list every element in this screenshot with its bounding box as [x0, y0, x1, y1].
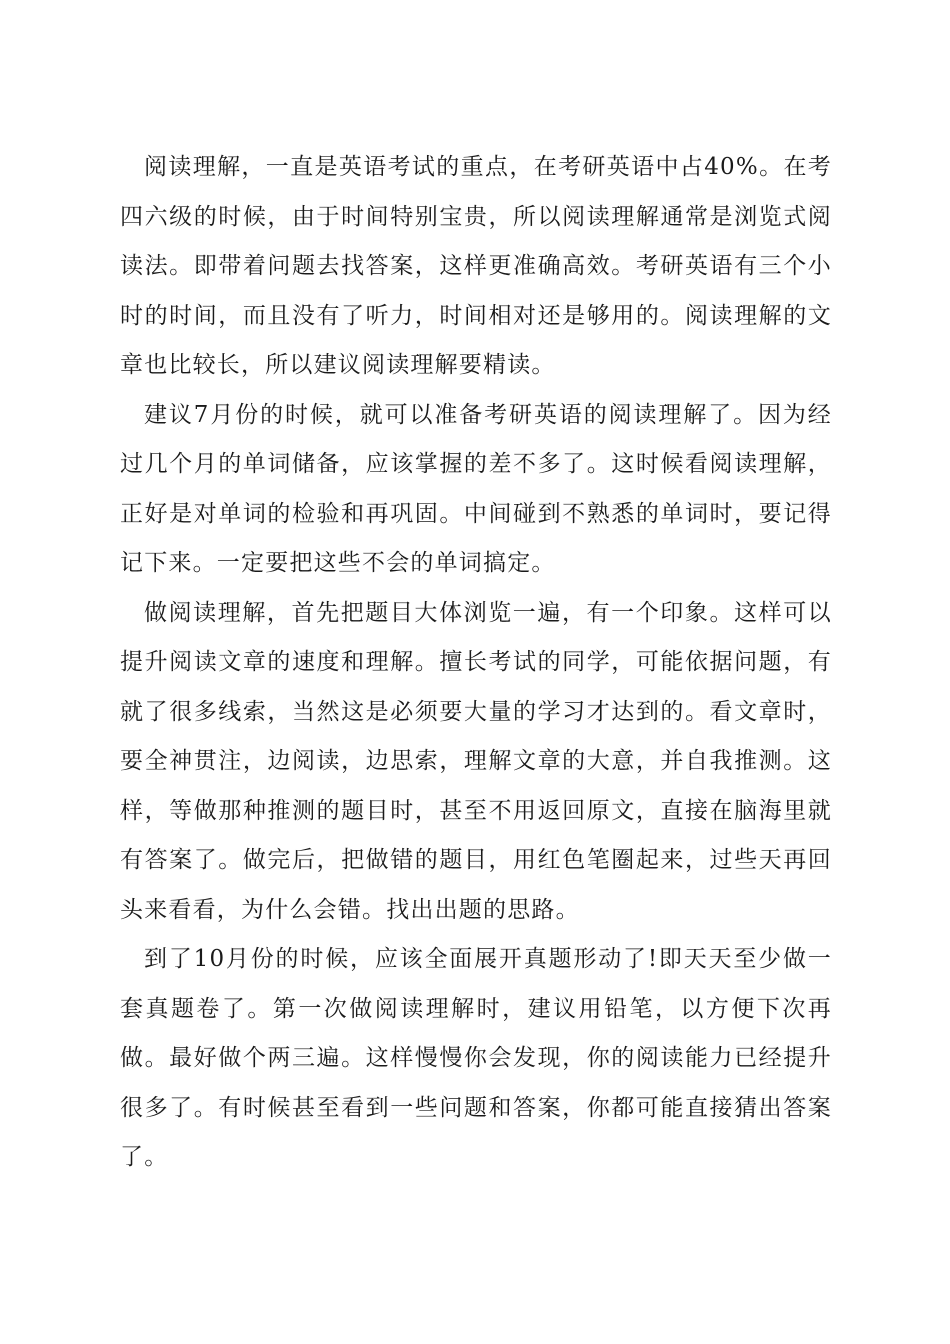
document-body: [120, 143, 832, 1183]
paragraph-2: 建议7月份的时候，就可以准备考研英语的阅读理解了。因为经过几个月的单词储备，应该掌握的差不多了。这时候看阅读理解，正好是对单词的检验和再巩固。中间碰到不熟悉的单词时，要记得记下来。一定要把这些不会的单词搞定。: [120, 401, 832, 576]
paragraph-3: 做阅读理解，首先把题目大体浏览一遍，有一个印象。这样可以提升阅读文章的速度和理解。擅长考试的同学，可能依据问题，有就了很多线索，当然这是必须要大量的学习才达到的。看文章时，要全神贯注，边阅读，边思索，理解文章的大意，并自我推测。这样，等做那种推测的题目时，甚至不用返回原文，直接在脑海里就有答案了。做完后，把做错的题目，用红色笔圈起来，过些天再回头来看看，为什么会错。找出出题的思路。: [120, 599, 832, 923]
paragraph-4: 到了10月份的时候，应该全面展开真题形动了!即天天至少做一套真题卷了。第一次做阅读理解时，建议用铅笔，以方便下次再做。最好做个两三遍。这样慢慢你会发现，你的阅读能力已经提升很多了。有时候甚至看到一些问题和答案，你都可能直接猜出答案了。: [120, 946, 832, 1170]
paragraph-1: 阅读理解，一直是英语考试的重点，在考研英语中占40%。在考四六级的时候，由于时间特别宝贵，所以阅读理解通常是浏览式阅读法。即带着问题去找答案，这样更准确高效。考研英语有三个小时的时间，而且没有了听力，时间相对还是够用的。阅读理解的文章也比较长，所以建议阅读理解要精读。: [120, 154, 832, 378]
